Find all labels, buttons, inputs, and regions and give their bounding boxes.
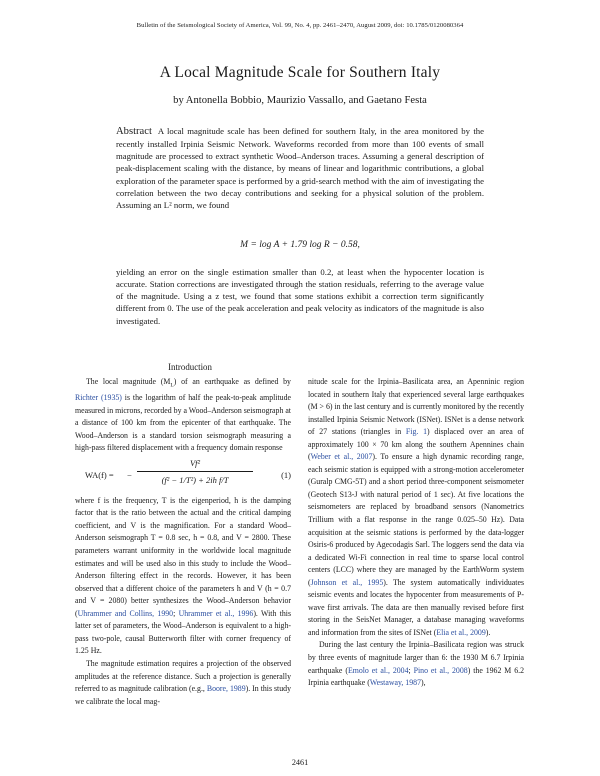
intro-paragraph-5 — [308, 639, 524, 689]
citation-link-boore[interactable]: Boore, 1989 — [206, 684, 246, 694]
figure-link-fig1[interactable]: Fig. 1 — [405, 427, 428, 437]
text-run: ) displaced over an area of approximately 100 × 70 km along the southern Apennines chain ( — [308, 427, 525, 462]
citation-link-richter[interactable]: Richter (1935) — [75, 393, 122, 403]
citation-link-emolo[interactable]: Emolo et al., 2004 — [347, 665, 409, 675]
equation-fraction — [137, 457, 253, 487]
section-heading-introduction: Introduction — [168, 362, 212, 372]
right-column — [308, 376, 524, 690]
text-run: ). The system automatically individuates seismic events and locates the hypocenter from measurements of P-wave first arrivals. The data are then manually revised before first storing in the SeisNet Manager, a database managing waveforms and information from the sites of ISNet ( — [308, 577, 524, 637]
paper-title: A Local Magnitude Scale for Southern Italy — [159, 64, 441, 81]
equation-minus: − — [127, 469, 132, 480]
text-run: nitude scale for the Irpinia–Basilicata area, an Apenninic region located in southern Italy that experienced several large earthquakes (M > 6) in the last century and is currently monitored by the recently installed Irpinia Seismic Network (ISNet). ISNet is a dense network of 27 stations (triangles in — [308, 377, 524, 437]
abstract-continuation: yielding an error on the single estimation smaller than 0.2, at least when the hypocenter location is accurate. Station corrections are investigated through the station residuals, referring to the average value of the magnitude. Using a z test, we found that some stations exhibit a correction term significantly different from 0. The use of the peak acceleration and peak velocity as indicators of the magnitude is also investigated. — [116, 267, 484, 326]
equation-denominator: (f² − 1/T²) + 2ih f/T — [161, 475, 229, 486]
citation-link-elia[interactable]: Elia et al., 2009 — [436, 627, 486, 637]
text-run: ; — [173, 608, 179, 618]
text-run: where f is the frequency, T is the eigenperiod, h is the damping factor that is the ratio between the actual and the critical damping coefficient, and V is the magnification. For a standard Wood–Anderson seismograph T = 0.8 sec, h = 0.8, and V = 2800. These parameters warrant uniformity in the worldwide local magnitude estimates and will be used also in this study to include the Wood–Anderson filtering effect in the records. However, it has been observed that a different choice of the parameters h and V (h = 0.7 and V = 2080) better synthesizes the Wood–Anderson behavior ( — [75, 495, 291, 618]
text-run: ). To ensure a high dynamic recording range, each seismic station is equipped with a strong-motion accelerometer (Guralp CMG-5T) and a short period three-component seismometer (Geotech S13-J with natural period of 1 sec). At five locations the seismometers are replaced by broadband sensors (Nanometrics Trillium with a flat response in the range 0.025–50 Hz). Data acquisition at the seismic stations is performed by the data-logger Osiris-6 produced by Agecodagis Sarl. The loggers send the data via a dedicated Wi-Fi connection in real time to sparse local control centers (LCC) where they are managed by the EarthWorm system ( — [308, 452, 524, 587]
text-run: ). In this study we calibrate the local mag- — [75, 684, 291, 706]
text-run: During the last century the Irpinia–Basilicata region was struck by three events of magnitude larger than 6: the 1930 M 6.7 Irpinia earthquake ( — [308, 640, 524, 675]
journal-header: Bulletin of the Seismological Society of America, Vol. 99, No. 4, pp. 2461–2470, August 2009, doi: 10.1785/0120080364 — [136, 22, 464, 29]
equation-number: (1) — [281, 469, 291, 480]
text-run: ; — [408, 665, 414, 675]
text-run: ) the 1962 M 6.2 Irpinia earthquake ( — [308, 665, 524, 688]
text-run: ). — [485, 627, 491, 637]
equation-lhs: WA(f) = — [85, 469, 114, 480]
abstract-heading: Abstract — [116, 126, 152, 137]
abstract-body: A local magnitude scale has been defined for southern Italy, in the area monitored by the recently installed Irpinia Seismic Network. Waveforms recorded from more than 100 events of small magnitude are processed to extract synthetic Wood–Anderson traces. Assuming a general description of peak-displacement scaling with the distance, by means of linear and logarithmic contributions, a global exploration of the parameter space is performed by a grid-search method with the aim of investigating the correlation between the two decay contributions and seeking for a physical solution of the problem. Assuming an L² norm, we found — [116, 126, 484, 210]
intro-paragraph-3 — [75, 658, 291, 708]
text-run: ) of an earthquake as defined by — [173, 377, 291, 386]
text-run: ), — [421, 678, 426, 688]
text-run: is the logarithm of half the peak-to-peak amplitude measured in microns, recorded by a Wood–Anderson seismograph at a distance of 100 km from the epicenter of that earthquake. The Wood–Anderson is a standard torsion seismograph measuring a high-pass filtered displacement with a frequency domain response — [75, 393, 291, 453]
intro-paragraph-1 — [75, 376, 291, 455]
intro-paragraph-2 — [75, 495, 291, 658]
citation-link-johnson[interactable]: Johnson et al., 1995 — [310, 577, 384, 587]
abstract-formula: M = log A + 1.79 log R − 0.58, — [240, 240, 360, 250]
text-run: The magnitude estimation requires a projection of the observed amplitudes at the reference distance. Such a projection is generally referred to as magnitude calibration (e.g., — [75, 658, 291, 694]
citation-link-pino[interactable]: Pino et al., 2008 — [413, 665, 468, 675]
text-run: ). With this latter set of parameters, the Wood–Anderson is equivalent to a high-pass two-pole, causal Butterworth filter with corner frequency of 1.25 Hz. — [75, 608, 292, 656]
equation-numerator: Vf² — [137, 457, 253, 473]
citation-link-westaway[interactable]: Westaway, 1987 — [369, 678, 421, 688]
text-run: The local magnitude (M — [86, 377, 171, 386]
citation-link-uhrammer-collins[interactable]: Uhrammer and Collins, 1990 — [77, 608, 174, 618]
author-list: by Antonella Bobbio, Maurizio Vassallo, and Gaetano Festa — [173, 95, 427, 106]
citation-link-uhrammer-etal[interactable]: Uhrammer et al., 1996 — [178, 608, 254, 618]
abstract-block — [116, 125, 484, 211]
citation-link-weber[interactable]: Weber et al., 2007 — [310, 452, 373, 462]
subscript: L — [170, 382, 174, 389]
equation-1 — [75, 455, 291, 495]
page-number: 2461 — [291, 758, 309, 767]
left-column — [75, 376, 291, 708]
intro-paragraph-4 — [308, 376, 524, 639]
